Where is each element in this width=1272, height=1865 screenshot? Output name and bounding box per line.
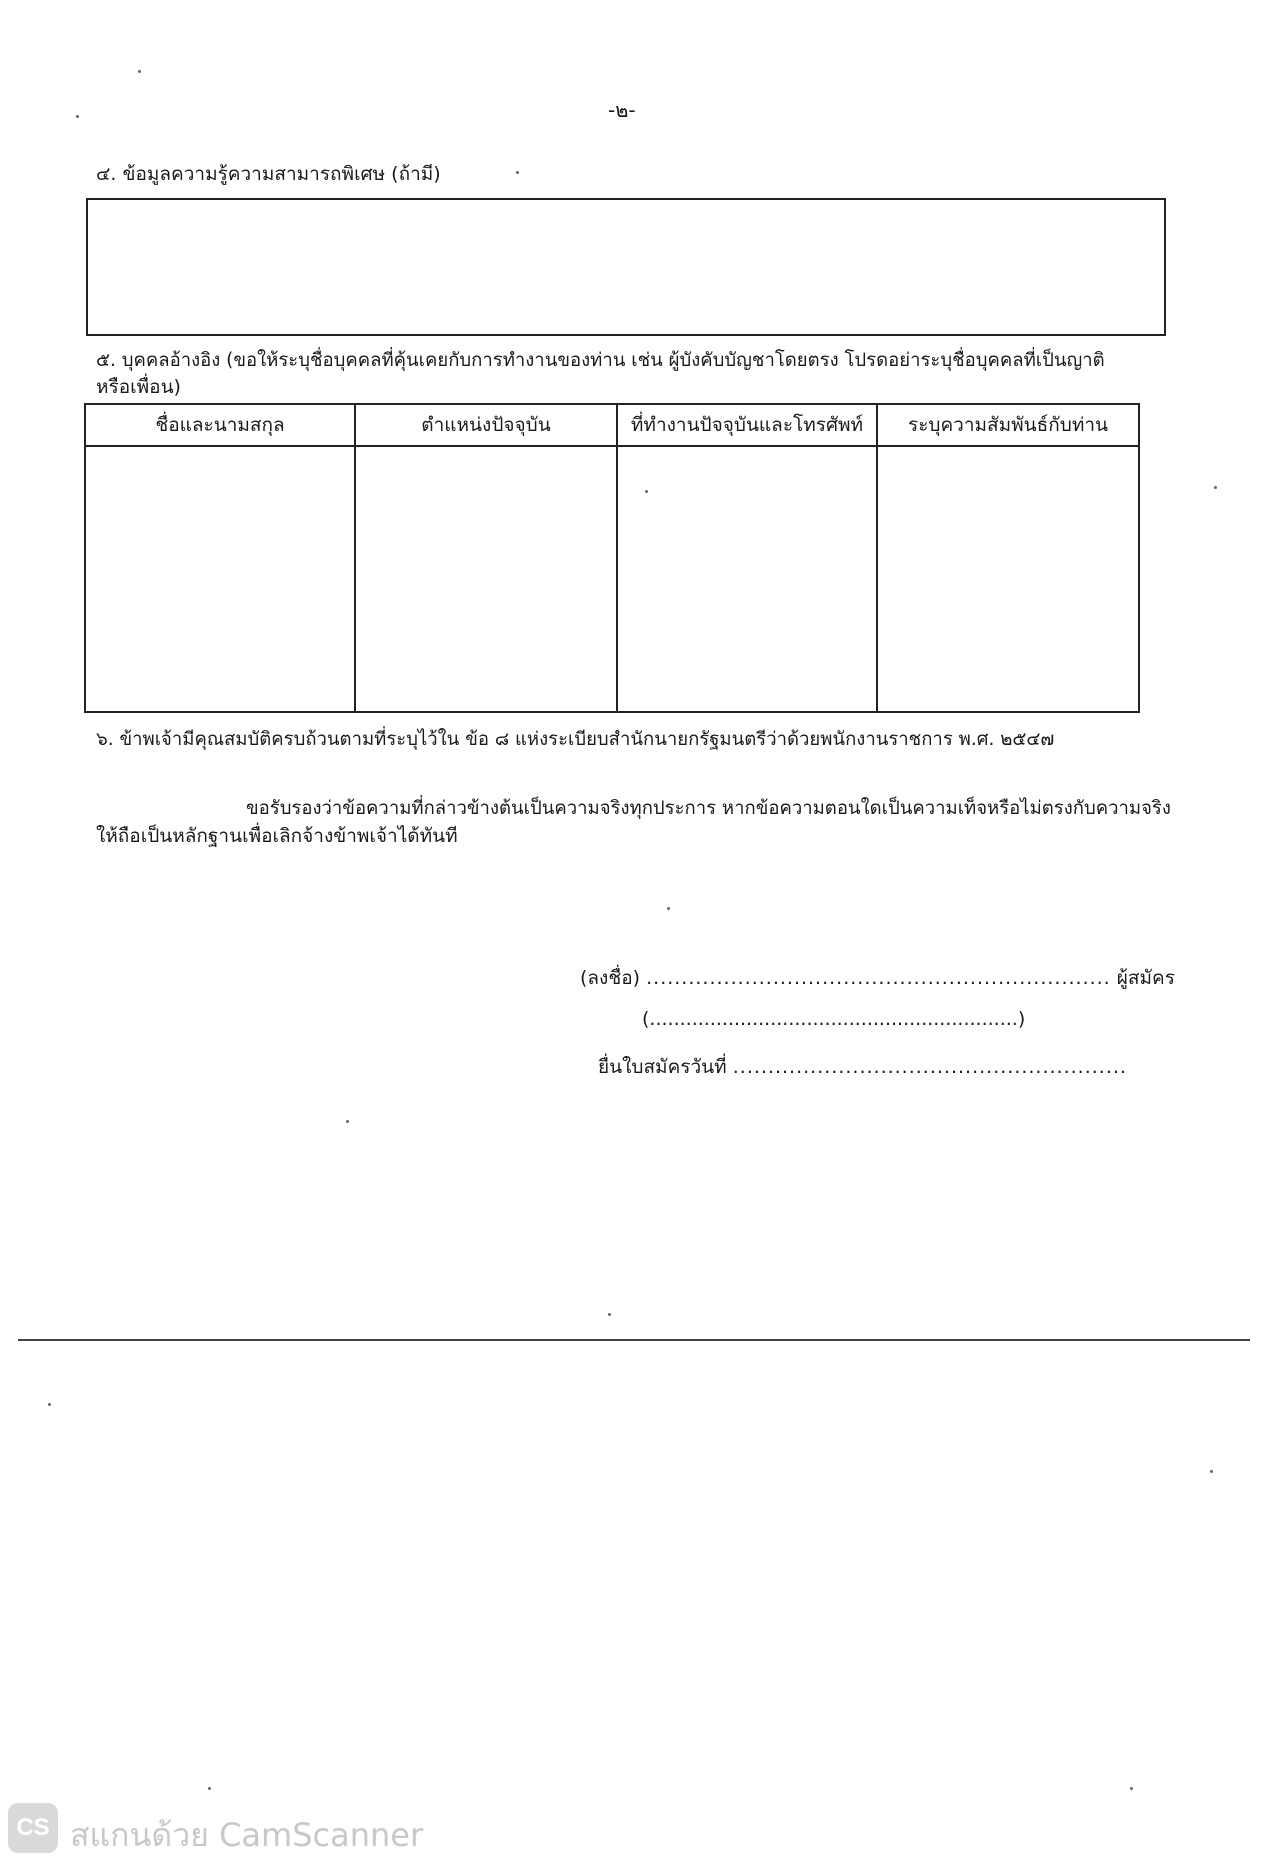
references-header-row bbox=[85, 404, 1139, 446]
scan-speck bbox=[208, 1787, 211, 1790]
sign-label: (ลงชื่อ) bbox=[580, 967, 641, 989]
section6-text: ๖. ข้าพเจ้ามีคุณสมบัติครบถ้วนตามที่ระบุไว้ใน ข้อ ๘ แห่งระเบียบสำนักนายกรัฐมนตรีว่าด้วยพนักงานราชการ พ.ศ. ๒๕๔๗ bbox=[96, 729, 1055, 750]
certification-line1: ขอรับรองว่าข้อความที่กล่าวข้างต้นเป็นความจริงทุกประการ หากข้อความตอนใดเป็นความเท็จหรือไม่ตรงกับความจริง bbox=[246, 798, 1171, 819]
signature-line bbox=[580, 963, 1175, 993]
section5-heading-line1: ๕. บุคคลอ้างอิง (ขอให้ระบุชื่อบุคคลที่คุ้นเคยกับการทำงานของท่าน เช่น ผู้บังคับบัญชาโดยตรง โปรดอย่าระบุชื่อบุคคลที่เป็นญาติ bbox=[96, 350, 1105, 371]
col-header-position: ตำแหน่งปัจจุบัน bbox=[355, 404, 617, 446]
certification-line2: ให้ถือเป็นหลักฐานเพื่อเลิกจ้างข้าพเจ้าได้ทันที bbox=[96, 825, 458, 847]
date-dots: ........................................................ bbox=[732, 1056, 1127, 1078]
page-number: -๒- bbox=[608, 98, 636, 122]
scan-speck bbox=[645, 490, 648, 493]
col-header-relationship: ระบุความสัมพันธ์กับท่าน bbox=[877, 404, 1139, 446]
cell-position bbox=[355, 446, 617, 712]
camscanner-logo-icon: CS bbox=[8, 1803, 58, 1853]
section5-heading-line2: หรือเพื่อน) bbox=[96, 376, 181, 398]
col-header-workplace-phone: ที่ทำงานปัจจุบันและโทรศัพท์ bbox=[617, 404, 877, 446]
applicant-label: ผู้สมัคร bbox=[1116, 967, 1175, 989]
references-entry-row bbox=[85, 446, 1139, 712]
scan-speck bbox=[608, 1313, 611, 1316]
date-label: ยื่นใบสมัครวันที่ bbox=[598, 1056, 727, 1078]
section4-heading: ๔. ข้อมูลความรู้ความสามารถพิเศษ (ถ้ามี) bbox=[96, 163, 441, 185]
page-divider bbox=[18, 1339, 1250, 1341]
col-header-name: ชื่อและนามสกุล bbox=[85, 404, 355, 446]
camscanner-watermark-text: สแกนด้วย CamScanner bbox=[70, 1816, 424, 1854]
scan-speck bbox=[1210, 1470, 1213, 1473]
references-table bbox=[84, 403, 1140, 713]
section4-answer-box bbox=[86, 198, 1166, 336]
scan-speck bbox=[138, 70, 141, 73]
scan-speck bbox=[76, 115, 79, 118]
cell-workplace-phone bbox=[617, 446, 877, 712]
scan-speck bbox=[667, 907, 670, 910]
scan-speck bbox=[48, 1403, 51, 1406]
date-line bbox=[598, 1052, 1127, 1082]
cell-name bbox=[85, 446, 355, 712]
cell-relationship bbox=[877, 446, 1139, 712]
sign-dots: .................................................................. bbox=[646, 967, 1111, 989]
scan-speck bbox=[1130, 1787, 1133, 1790]
scan-speck bbox=[346, 1120, 349, 1123]
scan-speck bbox=[516, 171, 519, 174]
printed-name-line: (.............................................................) bbox=[642, 1008, 1026, 1030]
scan-speck bbox=[1214, 486, 1217, 489]
